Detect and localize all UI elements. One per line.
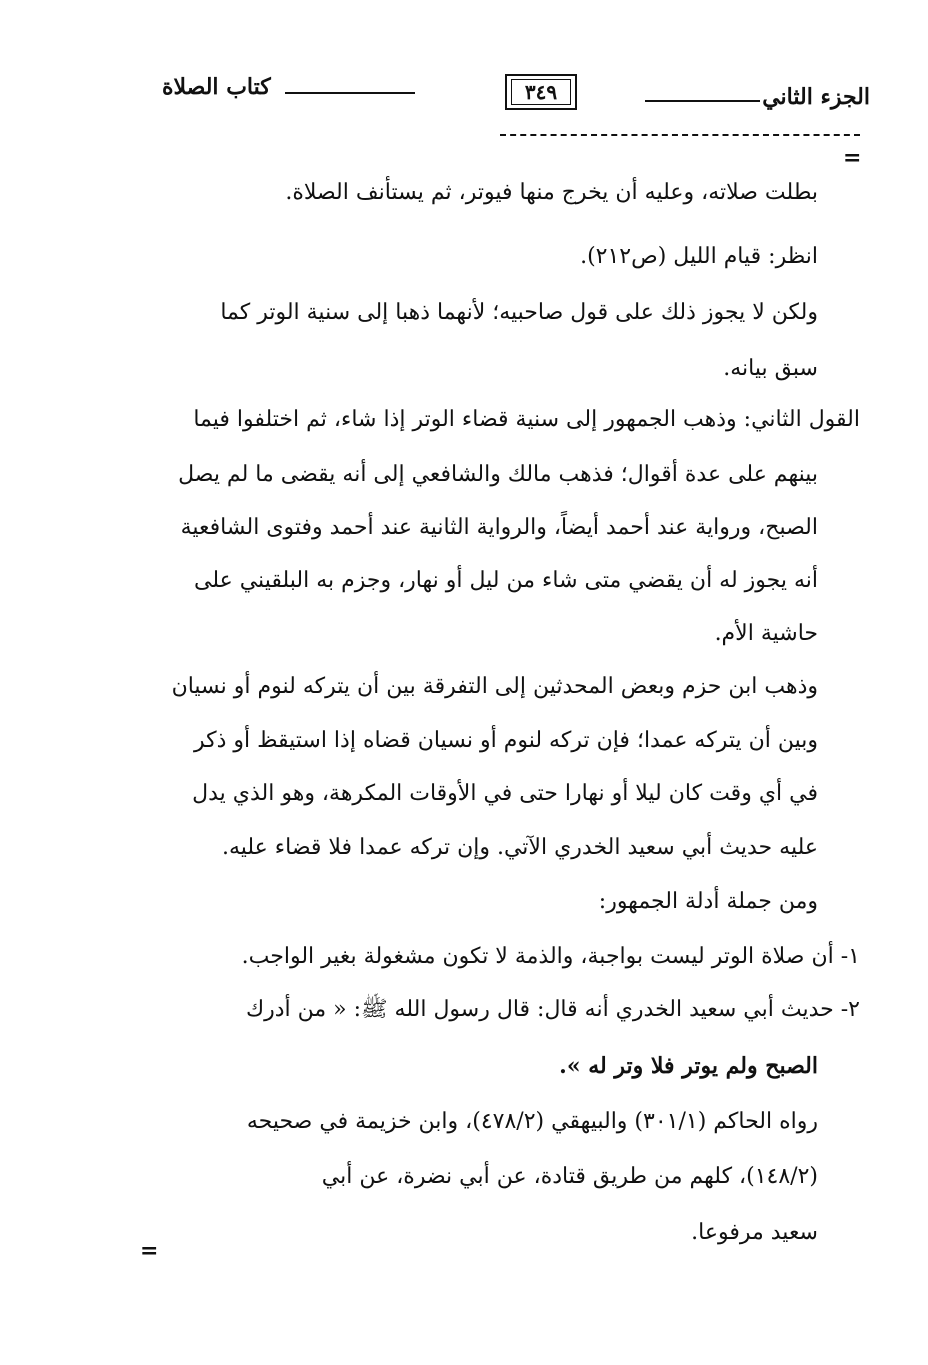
text-line: وبين أن يتركه عمدا؛ فإن تركه لنوم أو نسيان قضاه إذا استيقظ أو ذكر (193, 728, 818, 753)
running-header (140, 70, 870, 114)
text-line: سبق بيانه. (723, 356, 818, 381)
text-line: القول الثاني: وذهب الجمهور إلى سنية قضاء الوتر إذا شاء، ثم اختلفوا فيما (193, 407, 860, 432)
header-rule-left (285, 92, 415, 94)
text-line: حاشية الأم. (714, 621, 818, 646)
list-item: ١- أن صلاة الوتر ليست بواجبة، والذمة لا تكون مشغولة بغير الواجب. (241, 944, 860, 969)
text-line: أنه يجوز له أن يقضي متى شاء من ليل أو نهار، وجزم به البلقيني على (193, 568, 818, 593)
text-line: بينهم على عدة أقوال؛ فذهب مالك والشافعي إلى أنه يقضى ما لم يصل (178, 462, 818, 487)
text-line: ومن جملة أدلة الجمهور: (598, 889, 818, 914)
hadith-text: الصبح ولم يوتر فلا وتر له ». (559, 1053, 818, 1079)
part-title: الجزء الثاني (762, 84, 870, 110)
text-line: عليه حديث أبي سعيد الخدري الآتي. وإن تركه عمدا فلا قضاء عليه. (221, 835, 818, 860)
book-title: كتاب الصلاة (162, 74, 271, 100)
text-line: انظر: قيام الليل (ص٢١٢). (580, 244, 818, 269)
text-line: الصبح، ورواية عند أحمد أيضاً، والرواية الثانية عند أحمد وفتوى الشافعية (180, 515, 818, 540)
page-number: ٣٤٩ (505, 74, 577, 110)
text-line: ولكن لا يجوز ذلك على قول صاحبيه؛ لأنهما ذهبا إلى سنية الوتر كما (220, 300, 818, 325)
header-rule-right (645, 100, 760, 102)
continuation-mark-top: = (843, 145, 862, 171)
text-line: بطلت صلاته، وعليه أن يخرج منها فيوتر، ثم يستأنف الصلاة. (285, 180, 818, 205)
text-line: في أي وقت كان ليلا أو نهارا حتى في الأوقات المكرهة، وهو الذي يدل (192, 781, 818, 806)
text-line: رواه الحاكم (٣٠١/١) والبيهقي (٤٧٨/٢)، وابن خزيمة في صحيحه (246, 1109, 818, 1134)
continuation-mark-bottom: = (140, 1238, 159, 1264)
list-item: ٢- حديث أبي سعيد الخدري أنه قال: قال رسول الله ﷺ: « من أدرك (245, 997, 860, 1022)
text-line: سعيد مرفوعا. (691, 1220, 818, 1245)
text-line: وذهب ابن حزم وبعض المحدثين إلى التفرقة بين أن يتركه لنوم أو نسيان (171, 674, 818, 699)
footnote-separator (500, 134, 860, 136)
text-line: (١٤٨/٢)، كلهم من طريق قتادة، عن أبي نضرة، عن أبي (321, 1164, 818, 1189)
